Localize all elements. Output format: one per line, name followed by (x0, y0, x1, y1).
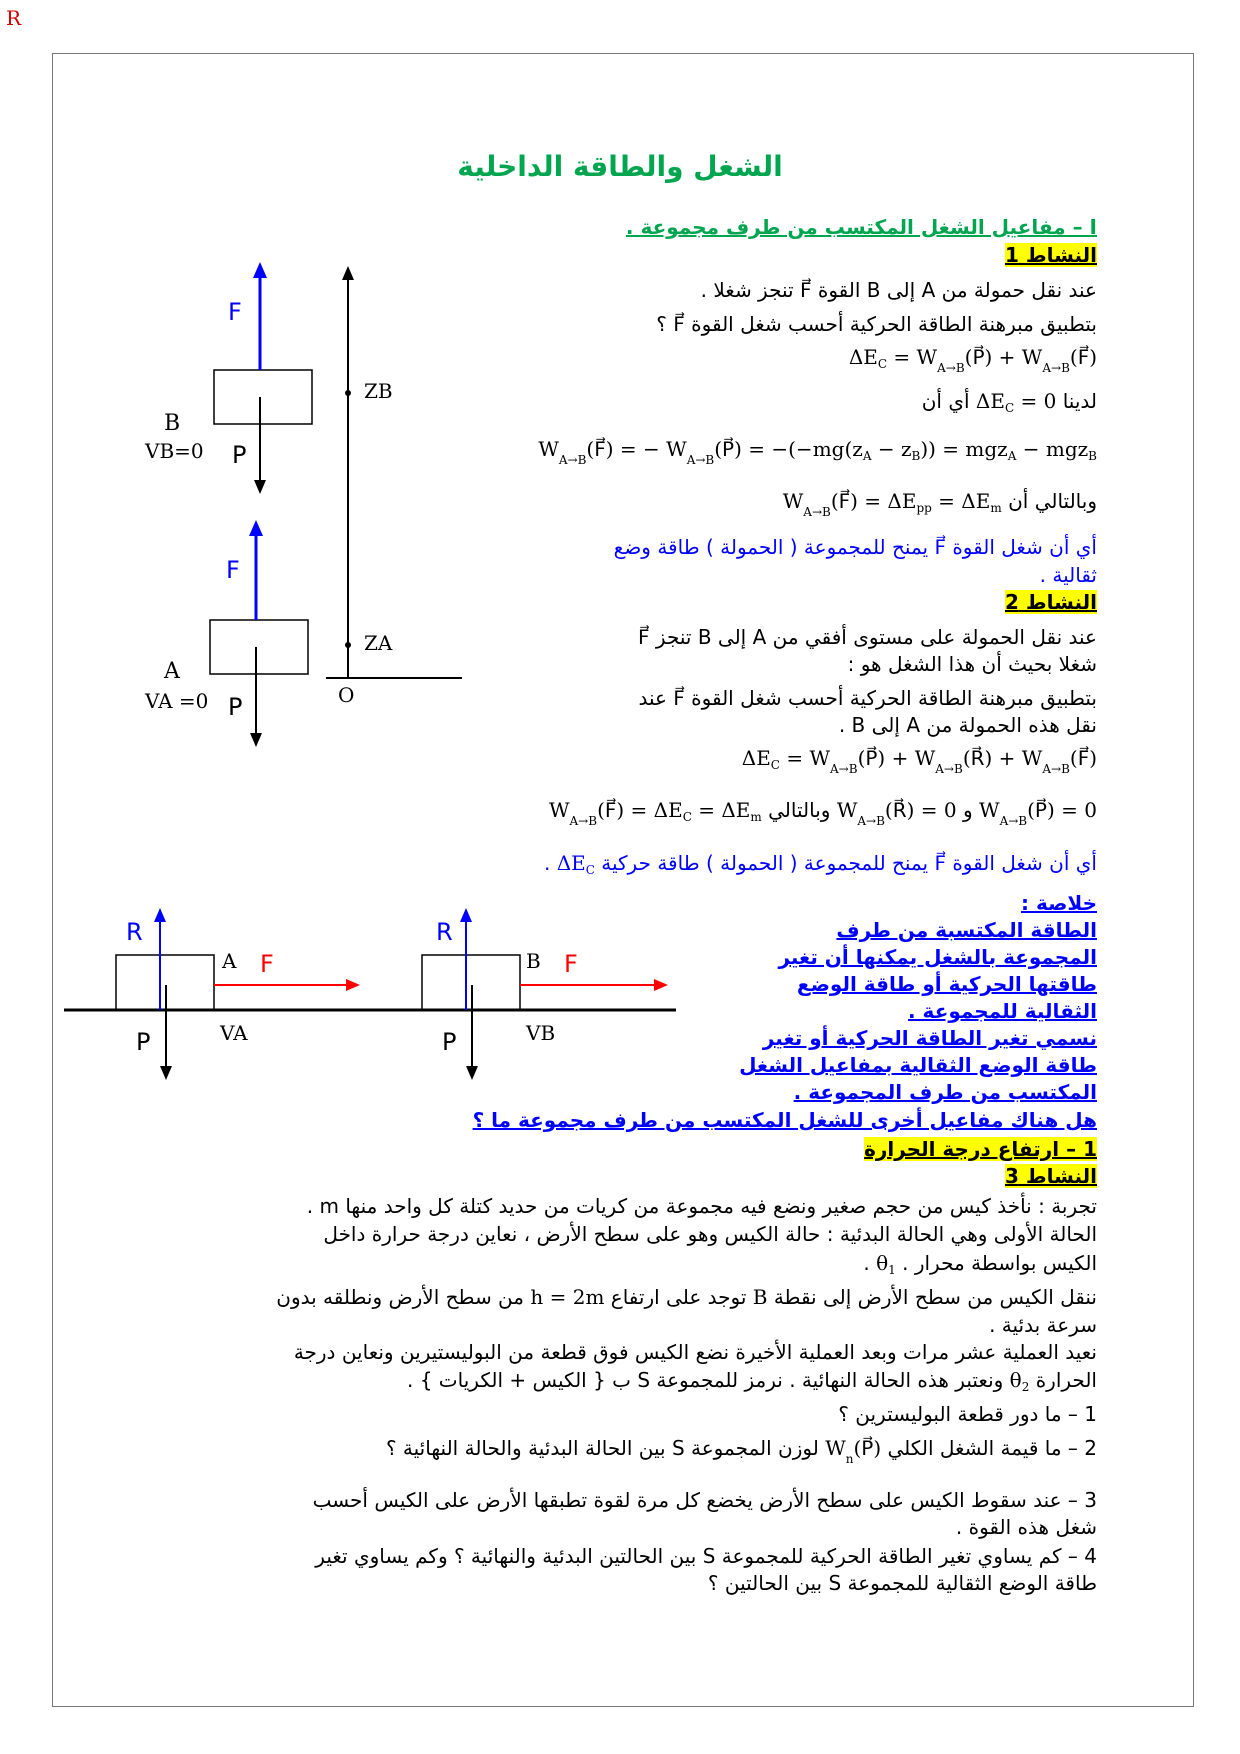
page-title: الشغل والطاقة الداخلية (457, 150, 783, 183)
weight-P-label: P (442, 1028, 457, 1056)
zB-label: ZB (364, 379, 393, 403)
question-3b: شغل هذه القوة . (955, 1515, 1097, 1539)
zA-label: ZA (364, 631, 393, 655)
weight-P-label: P (228, 693, 243, 721)
point-A-label: A (222, 949, 237, 973)
activity-2-heading: النشاط 2 (1004, 590, 1097, 614)
velocity-B-label: VB (526, 1021, 556, 1045)
reaction-R-label: R (436, 918, 453, 946)
velocity-B-label: VB=0 (145, 439, 204, 463)
question-1: 1 – ما دور قطعة البوليسترين ؟ (838, 1402, 1097, 1426)
summary-line: المجموعة بالشغل يمكنها أن تغير (778, 945, 1097, 969)
question-2: 2 – ما قيمة الشغل الكلي $W_n(P⃗)$ لوزن المجموعة S بين الحالة البدئية والحالة النهائية ؟ (385, 1436, 1097, 1466)
summary-line: طاقة الوضع الثقالية بمفاعيل الشغل (739, 1053, 1097, 1077)
summary-line: طاقتها الحركية أو طاقة الوضع (796, 972, 1097, 996)
activity-2-line-2: شغلا بحيث أن هذا الشغل هو : (847, 652, 1097, 676)
activity-3-para-2a: الحالة الأولى وهي الحالة البدئية : حالة الكيس وهو على سطح الأرض ، نعاين درجة حرارة داخل (323, 1222, 1097, 1246)
activity-3-heading: النشاط 3 (1004, 1164, 1097, 1188)
activity-3-para-1: تجربة : نأخذ كيس من حجم صغير ونضع فيه مجموعة من كريات من حديد كتلة كل واحد منها m . (306, 1194, 1097, 1218)
force-F-label: F (260, 950, 274, 978)
point-B-label: B (526, 949, 541, 973)
summary-line: المكتسب من طرف المجموعة . (793, 1080, 1097, 1104)
reaction-R-label: R (126, 918, 143, 946)
activity-2-conclusion: أي أن شغل القوة F⃗ يمنح للمجموعة ( الحمولة ) طاقة حركية $\Delta E_C$ . (543, 851, 1097, 877)
corner-mark: R (6, 6, 22, 30)
activity-1-line-1: عند نقل حمولة من A إلى B القوة F⃗ تنجز شغلا . (700, 278, 1097, 302)
activity-2-line-1: عند نقل الحمولة على مستوى أفقي من A إلى B تنجز F⃗ (638, 625, 1097, 649)
activity-1-heading: النشاط 1 (1004, 243, 1097, 267)
point-B-label: B (164, 411, 181, 436)
summary-line: الثقالية للمجموعة . (908, 999, 1097, 1023)
activity-3-para-4a: نعيد العملية عشر مرات وبعد العملية الأخيرة نضع الكيس فوق قطعة من البوليستيرين ونعاين درجة (293, 1340, 1097, 1364)
force-F-label: F (564, 950, 578, 978)
summary-question: هل هناك مفاعيل أخرى للشغل المكتسب من طرف مجموعة ما ؟ (472, 1108, 1097, 1132)
activity-3-para-3b: سرعة بدئية . (989, 1313, 1097, 1337)
force-F-label: F (228, 298, 242, 326)
question-4a: 4 – كم يساوي تغير الطاقة الحركية للمجموعة S بين الحالتين البدئية والنهائية ؟ وكم يساوي تغير (315, 1544, 1097, 1568)
summary-line: الطاقة المكتسبة من طرف (836, 918, 1097, 942)
point-A-label: A (164, 659, 180, 684)
subsection-heading: 1 – ارتفاع درجة الحرارة (864, 1137, 1097, 1161)
velocity-A-label: VA (220, 1021, 248, 1045)
question-4b: طاقة الوضع الثقالية للمجموعة S بين الحالتين ؟ (707, 1571, 1097, 1595)
activity-2-line-5: $W_{A\to B}(P⃗) = 0$ و $W_{A\to B}(R⃗) = 0$ وبالتالي $W_{A\to B}(F⃗) = \Delta E_C = \Delta E_m$ (548, 798, 1097, 828)
vertical-lift-diagram (140, 260, 480, 760)
force-F-label: F (226, 556, 240, 584)
origin-O-label: O (338, 683, 355, 707)
summary-heading: خلاصة : (1020, 891, 1097, 915)
activity-2-line-3: بتطبيق مبرهنة الطاقة الحركية أحسب شغل القوة F⃗ عند (638, 686, 1097, 710)
activity-1-conclusion: أي أن شغل القوة F⃗ يمنح للمجموعة ( الحمولة ) طاقة وضع (613, 535, 1097, 559)
question-3a: 3 – عند سقوط الكيس على سطح الأرض يخضع كل مرة لقوة تطبقها الأرض على الكيس أحسب (312, 1488, 1097, 1512)
weight-P-label: P (232, 441, 247, 469)
activity-3-para-3: ننقل الكيس من سطح الأرض إلى نقطة B توجد على ارتفاع h = 2m من سطح الأرض ونطلقه بدون (276, 1285, 1097, 1309)
section-heading: I – مفاعيل الشغل المكتسب من طرف مجموعة . (625, 215, 1097, 239)
activity-1-line-4: وبالتالي أن $W_{A\to B}(F⃗) = \Delta E_{pp} = \Delta E_m$ (782, 489, 1097, 519)
equation-kinetic-1: $\Delta E_C$ = $W_{A\to B}(P⃗)$ + $W_{A\to B}(F⃗)$ (848, 345, 1097, 375)
equation-kinetic-2: $\Delta E_C$ = $W_{A\to B}(P⃗)$ + $W_{A\to B}(R⃗)$ + $W_{A\to B}(F⃗)$ (741, 746, 1097, 776)
weight-P-label: P (136, 1028, 151, 1056)
activity-1-line-2: بتطبيق مبرهنة الطاقة الحركية أحسب شغل القوة F⃗ ؟ (656, 312, 1097, 336)
activity-3-para-4b: الحرارة $\theta_2$ ونعتبر هذه الحالة النهائية . نرمز للمجموعة S ب { الكيس + الكريات } . (407, 1368, 1097, 1394)
velocity-A-label: VA =0 (145, 689, 209, 713)
summary-line: نسمي تغير الطاقة الحركية أو تغير (762, 1026, 1097, 1050)
activity-1-line-3: لدينا $\Delta E_C = 0$ أي أن (921, 389, 1097, 415)
activity-1-conclusion-end: ثقالية . (1039, 563, 1097, 587)
horizontal-transport-diagram (60, 900, 690, 1090)
equation-work-gravity: $W_{A\to B}(F⃗)$ = − $W_{A\to B}(P⃗) = -(-mg(z_A - z_B)) = mgz_A - mgz_B$ (538, 437, 1097, 467)
activity-3-para-2b: الكيس بواسطة محرار . $\theta_1$ . (863, 1251, 1097, 1277)
activity-2-line-4: نقل هذه الحمولة من A إلى B . (838, 713, 1097, 737)
